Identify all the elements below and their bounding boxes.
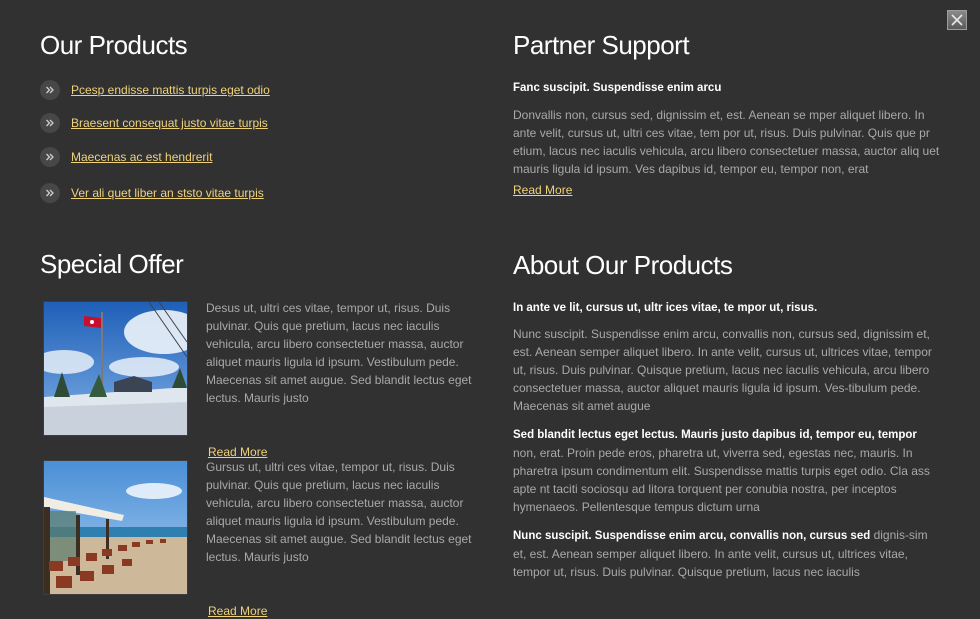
about-paragraph-lead: Nunc suscipit. Suspendisse enim arcu, convallis non, cursus sed: [513, 530, 871, 542]
list-item: [40, 183, 264, 203]
close-icon: [951, 14, 963, 26]
offer-image-snow[interactable]: [43, 301, 188, 436]
product-link[interactable]: Maecenas ac est hendrerit: [71, 150, 213, 164]
product-link[interactable]: Braesent consequat justo vitae turpis: [71, 116, 268, 130]
about-paragraph-body: non, erat. Proin pede eros, pharetra ut, viverra sed, egestas nec, mauris. In pharetra ipsum condimentum elit. Suspendisse mattis turpis eget odio. Cla ass apte nt taciti sociosqu ad litora torquent per conubia nostra, per inceptos hymenaeos. Pellentesque tempus dictum urna: [513, 446, 930, 514]
close-button[interactable]: [947, 10, 967, 30]
double-chevron-right-icon: [40, 147, 60, 167]
offer-description: Desus ut, ultri ces vitae, tempor ut, risus. Duis pulvinar. Quis que pretium, lacus nec iaculis vehicula, arcu libero consectetuer massa, auctor aliquet mauris ligula id ipsum. Vestibulum pede. Maecenas sit amet augue. Sed blandit lectus eget lectus. Mauris justo: [206, 301, 472, 405]
support-text: Donvallis non, cursus sed, dignissim et, est. Aenean se mper aliquet libero. In ante velit, cursus ut, ultri ces vitae, tem por ut, risus. Duis pulvinar. Quis que pr etium, lacus nec iaculis vehicula, arcu libero consectetuer massa, auctor aliq uet mauris ligula id ipsum. Ves dapibus id, tempor eu, tempor non, erat: [513, 108, 940, 176]
partner-support-title: Partner Support: [513, 30, 690, 60]
double-chevron-right-icon: [40, 113, 60, 133]
about-paragraph-body: dignis-sim et, est. Aenean semper aliquet libero. In ante velit, cursus ut, ultrices vitae, tempor ut, risus. Duis pulvinar. Quisque pretium, lacus nec iaculis: [513, 528, 928, 579]
list-item: [40, 113, 268, 133]
product-link[interactable]: Pcesp endisse mattis turpis eget odio: [71, 83, 270, 97]
read-more-link[interactable]: Read More: [208, 604, 268, 618]
about-products-title: About Our Products: [513, 250, 733, 280]
list-item: [40, 80, 270, 100]
offer-description: Gursus ut, ultri ces vitae, tempor ut, risus. Duis pulvinar. Quis que pretium, lacus nec iaculis vehicula, arcu libero consectetuer massa, auctor aliquet mauris ligula id ipsum. Vestibulum pede. Maecenas sit amet augue. Sed blandit lectus eget lectus. Mauris justo: [206, 460, 472, 564]
support-subtitle: Fanc suscipit. Suspendisse enim arcu: [513, 82, 722, 94]
about-paragraph-lead: Sed blandit lectus eget lectus. Mauris justo dapibus id, tempor eu, tempor: [513, 429, 917, 441]
about-subtitle: In ante ve lit, cursus ut, ultr ices vitae, te mpor ut, risus.: [513, 302, 818, 314]
support-section: [513, 82, 943, 199]
our-products-title: Our Products: [40, 30, 188, 60]
special-offer-title: Special Offer: [40, 249, 184, 279]
about-paragraph: Nunc suscipit. Suspendisse enim arcu, convallis non, cursus sed, dignissim et, est. Aenean semper aliquet libero. In ante velit, cursus ut, ultrices vitae, tempor ut, risus. Duis pulvinar. Quisque pretium, lacus nec iaculis vehicula, arcu libero consectetuer massa, auctor aliquet mauris ligula id ipsum. Ves-tibulum pede. Maecenas sit amet augue: [513, 327, 932, 413]
read-more-link[interactable]: Read More: [208, 445, 268, 459]
about-paragraph: [513, 425, 943, 516]
double-chevron-right-icon: [40, 183, 60, 203]
product-link[interactable]: Ver ali quet liber an ststo vitae turpis: [71, 186, 264, 200]
left-column: [40, 28, 480, 618]
read-more-link[interactable]: Read More: [513, 183, 573, 197]
double-chevron-right-icon: [40, 80, 60, 100]
offer-image-beach[interactable]: [43, 460, 188, 595]
about-paragraph: [513, 526, 943, 581]
about-section: [513, 302, 943, 581]
list-item: [40, 147, 212, 167]
right-column: [513, 28, 943, 579]
